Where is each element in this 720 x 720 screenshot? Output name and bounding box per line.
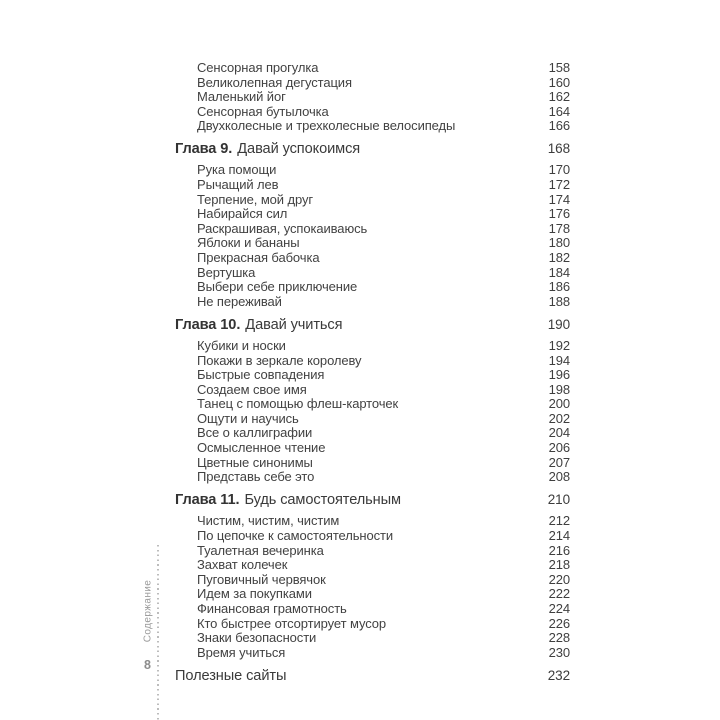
toc-entry-page: 212 [548,513,570,529]
toc-entry-page: 184 [548,264,570,280]
toc-entry-title: Покажи в зеркале королеву [197,352,362,368]
toc-entry-page: 182 [548,250,570,266]
toc-entry-row [175,383,570,398]
toc-entry-page: 160 [548,74,570,90]
toc-entry-title: Финансовая грамотность [197,600,347,616]
toc-entry-title: Идем за покупками [197,586,312,602]
toc-entry-row [175,105,570,120]
toc-entry-page: 214 [548,527,570,543]
toc-entry-page: 220 [548,571,570,587]
toc-entry-page: 224 [548,600,570,616]
toc-chapter-label: Глава 10. [175,316,241,333]
toc-entry-page: 222 [548,586,570,602]
toc-entry-row [175,207,570,222]
toc-entry-page: 186 [548,279,570,295]
toc-entry-row [175,236,570,251]
toc-entry-title: Яблоки и бананы [197,235,300,251]
toc-entry-title: Сенсорная прогулка [197,60,319,75]
toc-chapter-row [175,140,570,158]
toc-entry-row [175,441,570,456]
toc-entry-page: 170 [548,162,570,178]
toc-entry-title: Представь себе это [197,469,315,485]
toc-entry-title: Рычащий лев [197,177,279,193]
toc-entry-page: 207 [548,454,570,470]
toc-entry-title: Быстрые совпадения [197,367,325,383]
toc-chapter-page: 210 [547,492,570,508]
toc-entry-row [175,456,570,471]
toc-entry-title: Чистим, чистим, чистим [197,513,340,529]
toc-entry-title: Ощути и научись [197,410,299,426]
toc-entry-row [175,544,570,559]
toc-entry-page: 178 [548,220,570,236]
toc-chapter-page: 168 [547,141,570,157]
toc-entry-row [175,397,570,412]
toc-chapter-page: 190 [547,316,570,332]
toc-entry-row [175,339,570,354]
toc-entry-row [175,646,570,661]
toc-entry-title: Танец с помощью флеш-карточек [197,396,399,412]
toc-entry-page: 158 [548,60,570,75]
toc-entry-title: Великолепная дегустация [197,74,352,90]
toc-entry-row [175,514,570,529]
toc-entry-row [175,90,570,105]
toc-chapter-label: Глава 9. [175,141,233,158]
toc-entry-title: Раскрашивая, успокаиваюсь [197,220,368,236]
toc-entry-title: По цепочке к самостоятельности [197,527,394,543]
toc-entry-page: 166 [548,118,570,134]
toc-chapter-row [175,667,570,685]
toc-entry-row [175,222,570,237]
toc-entry-page: 162 [548,89,570,105]
toc-entry-row [175,426,570,441]
toc-entry-title: Захват колечек [197,557,288,573]
toc-entry-title: Осмысленное чтение [197,440,326,456]
toc-chapter-title: Полезные сайты [175,667,287,684]
toc-entry-page: 194 [548,352,570,368]
toc-entry-row [175,61,570,76]
toc-entry-row [175,280,570,295]
toc-entry-page: 218 [548,557,570,573]
toc-entry-title: Знаки безопасности [197,630,317,646]
toc-entry-page: 174 [548,191,570,207]
toc-entry-page: 204 [548,425,570,441]
toc-entry-row [175,354,570,369]
toc-entry-title: Время учиться [197,644,286,660]
toc-entry-row [175,295,570,310]
toc-entry-title: Туалетная вечеринка [197,542,324,558]
toc-list [175,61,570,690]
toc-entry-row [175,631,570,646]
toc-chapter-title: Давай успокоимся [237,141,361,158]
toc-entry-title: Вертушка [197,264,256,280]
toc-entry-page: 216 [548,542,570,558]
toc-entry-row [175,266,570,281]
toc-entry-title: Маленький йог [197,89,286,105]
toc-entry-title: Прекрасная бабочка [197,250,320,266]
toc-entry-page: 230 [548,644,570,660]
toc-entry-page: 226 [548,615,570,631]
toc-entry-page: 198 [548,381,570,397]
toc-entry-title: Двухколесные и трехколесные велосипеды [197,118,456,134]
toc-chapter-title: Будь самостоятельным [244,492,401,509]
toc-entry-row [175,617,570,632]
toc-entry-row [175,163,570,178]
toc-entry-row [175,470,570,485]
toc-entry-row [175,529,570,544]
toc-entry-row [175,558,570,573]
toc-entry-title: Набирайся сил [197,206,288,222]
toc-entry-row [175,602,570,617]
toc-entry-title: Цветные синонимы [197,454,313,470]
toc-entry-title: Сенсорная бутылочка [197,103,329,119]
toc-entry-page: 192 [548,337,570,353]
toc-entry-row [175,178,570,193]
toc-entry-row [175,573,570,588]
toc-entry-page: 228 [548,630,570,646]
sidebar-section-label: Содержание [142,579,154,643]
toc-entry-title: Кто быстрее отсортирует мусор [197,615,387,631]
toc-entry-row [175,76,570,91]
toc-entry-title: Не переживай [197,293,282,309]
toc-entry-title: Все о каллиграфии [197,425,313,441]
toc-entry-page: 206 [548,440,570,456]
toc-entry-row [175,119,570,134]
toc-entry-title: Пуговичный червячок [197,571,326,587]
toc-entry-page: 188 [548,293,570,309]
toc-entry-page: 208 [548,469,570,485]
toc-entry-title: Терпение, мой друг [197,191,313,207]
toc-entry-page: 202 [548,410,570,426]
toc-chapter-label: Глава 11. [175,492,240,509]
sidebar-dotted-divider [157,545,159,720]
toc-entry-title: Создаем свое имя [197,381,307,397]
toc-chapter-title: Давай учиться [245,316,343,333]
toc-entry-title: Выбери себе приключение [197,279,358,295]
toc-chapter-row [175,491,570,509]
toc-chapter-row [175,316,570,334]
toc-entry-title: Рука помощи [197,162,277,178]
toc-entry-row [175,587,570,602]
toc-entry-row [175,193,570,208]
toc-entry-page: 172 [548,177,570,193]
toc-entry-page: 180 [548,235,570,251]
toc-entry-row [175,412,570,427]
toc-entry-row [175,251,570,266]
toc-entry-page: 200 [548,396,570,412]
toc-chapter-page: 232 [547,667,570,683]
toc-entry-page: 176 [548,206,570,222]
toc-entry-page: 196 [548,367,570,383]
toc-entry-page: 164 [548,103,570,119]
toc-entry-row [175,368,570,383]
page-number: 8 [144,658,151,672]
toc-entry-title: Кубики и носки [197,337,286,353]
